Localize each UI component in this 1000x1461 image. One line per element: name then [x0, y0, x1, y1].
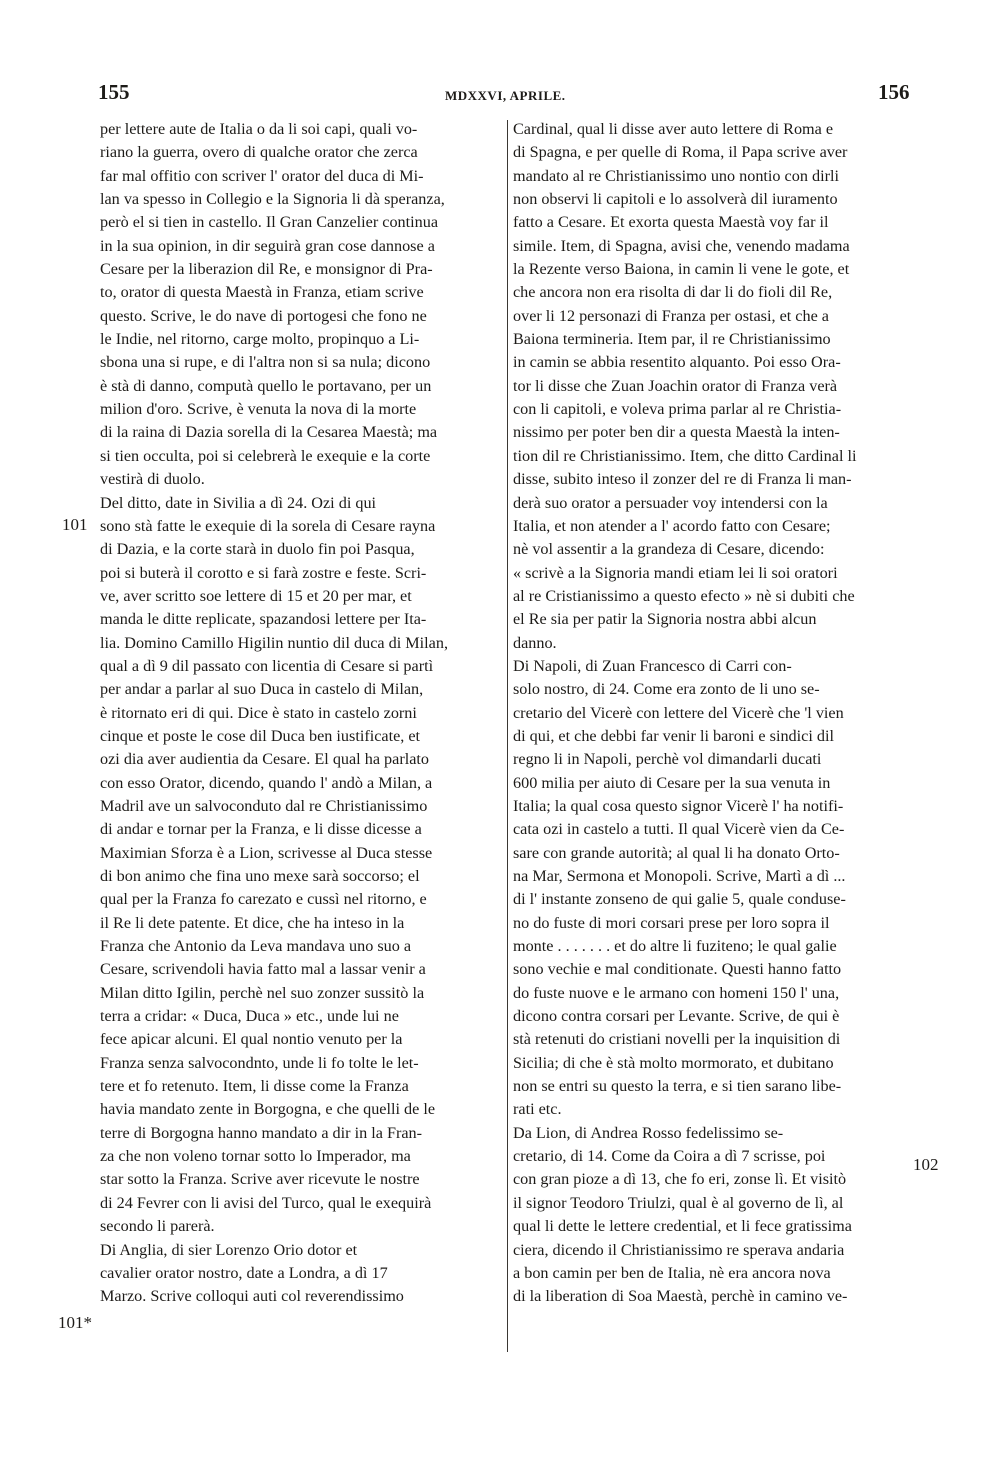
text-line: poi si buterà il corotto e si farà zostre e feste. Scri- — [100, 563, 427, 582]
left-text-column — [100, 118, 502, 1309]
text-line: a bon camin per ben de Italia, nè era ancora nova — [513, 1263, 831, 1282]
text-line: non observi li capitoli e lo assolverà dil iuramento — [513, 190, 838, 209]
text-line: non se entri su questo la terra, e si tien sarano libe- — [513, 1077, 842, 1096]
text-line: ozi dia aver audientia da Cesare. El qual ha parlato — [100, 750, 429, 769]
text-line: però el si tien in castello. Il Gran Canzelier continua — [100, 213, 439, 232]
text-line: Cesare, scrivendoli havia fatto mal a lassar venir a — [100, 960, 426, 979]
text-line: di 24 Fevrer con li avisi del Turco, qual le exequirà — [100, 1193, 432, 1212]
text-line: manda le ditte replicate, spazandosi lettere per Ita- — [100, 610, 427, 629]
text-line: Milan ditto Igilin, perchè nel suo zonzer sussitò la — [100, 983, 425, 1002]
text-line: le Indie, nel ritorno, carge molto, propinquo a Li- — [100, 330, 420, 349]
text-line: star sotto la Franza. Scrive aver ricevute le nostre — [100, 1170, 420, 1189]
text-line: Baiona termineria. Item par, il re Christianissimo — [513, 330, 831, 349]
text-line: ciera, dicendo il Christianissimo re sperava andaria — [513, 1240, 845, 1259]
text-line: Cesare per la liberazion dil Re, e monsignor di Pra- — [100, 260, 433, 279]
text-line: il Re li dete patente. Et dice, che ha inteso in la — [100, 913, 405, 932]
text-line: qual a dì 9 dil passato con licentia di Cesare si partì — [100, 656, 434, 675]
text-line: do fuste nuove e le armano con homeni 150 l' una, — [513, 983, 840, 1002]
text-line: simile. Item, di Spagna, avisi che, venendo madama — [513, 236, 850, 255]
text-line: 600 milia per aiuto di Cesare per la sua venuta in — [513, 773, 831, 792]
text-line: vestirà di duolo. — [100, 470, 205, 489]
text-line: Sicilia; di che è stà molto mormorato, et dubitano — [513, 1053, 834, 1072]
text-line: secondo li parerà. — [100, 1217, 215, 1236]
text-line: è ritornato eri di qui. Dice è stato in castelo zorni — [100, 703, 417, 722]
text-line: danno. — [513, 633, 557, 652]
text-line: che ancora non era risolta di dar li do fioli dil Re, — [513, 283, 833, 302]
text-line: tere et fo retenuto. Item, li disse come la Franza — [100, 1077, 409, 1096]
text-line: fatto a Cesare. Et exorta questa Maestà voy far il — [513, 213, 829, 232]
text-line: el Re sia per patir la Signoria nostra abbi alcun — [513, 610, 817, 629]
text-line: terre di Borgogna hanno mandato a dir in la Fran- — [100, 1123, 423, 1142]
text-line: milion d'oro. Scrive, è venuta la nova di la morte — [100, 400, 417, 419]
text-line: di Dazia, e la corte starà in duolo fin poi Pasqua, — [100, 540, 415, 559]
text-line: con li capitoli, e voleva prima parlar al re Christia- — [513, 400, 842, 419]
text-line: over li 12 personazi di Franza per ostasi, et che a — [513, 306, 829, 325]
text-line: la Rezente verso Baiona, in camin li vene le gote, et — [513, 260, 850, 279]
text-line: cavalier orator nostro, date a Londra, a dì 17 — [100, 1263, 388, 1282]
text-line: far mal offitio con scriver l' orator del duca di Mi- — [100, 166, 424, 185]
text-line: ve, aver scritto soe lettere di 15 et 20 per mar, et — [100, 586, 412, 605]
text-line: mandato al re Christianissimo uno nontio con dirli — [513, 166, 839, 185]
text-line: cinque et poste le cose dil Duca ben iustificate, et — [100, 726, 421, 745]
text-line: di la raina di Dazia sorella di la Cesarea Maestà; ma — [100, 423, 438, 442]
text-line: sono vechie e mal conditionate. Questi hanno fatto — [513, 960, 842, 979]
text-line: Del ditto, date in Sivilia a dì 24. Ozi di qui — [100, 493, 377, 512]
text-line: « scrivè a la Signoria mandi etiam lei li soi oratori — [513, 563, 838, 582]
page-number-left: 155 — [98, 80, 130, 104]
text-line: con esso Orator, dicendo, quando l' andò a Milan, a — [100, 773, 433, 792]
text-line: di bon animo che fina uno mexe sarà soccorso; el — [100, 867, 420, 885]
text-line: il signor Teodoro Triulzi, qual è al governo de lì, al — [513, 1193, 844, 1212]
text-line: di qui, et che debbi far venir li baroni e sindici dil — [513, 726, 834, 745]
page-number-right: 156 — [878, 80, 910, 104]
text-line: na Mar, Sermona et Monopoli. Scrive, Martì a dì ... — [513, 867, 846, 885]
text-line: si tien occulta, poi si celebrerà le exequie e la corte — [100, 446, 431, 465]
margin-number: 101* — [58, 1313, 92, 1332]
right-text-column — [513, 118, 909, 1309]
text-line: Franza senza salvocondnto, unde li fo tolte le let- — [100, 1053, 419, 1072]
text-line: per lettere aute de Italia o da li soi capi, quali vo- — [100, 120, 418, 138]
text-line: terra a cridar: « Duca, Duca » etc., unde lui ne — [100, 1007, 399, 1026]
text-line: Maximian Sforza è a Lion, scrivesse al Duca stesse — [100, 843, 433, 862]
text-line: Cardinal, qual li disse aver auto lettere di Roma e — [513, 120, 834, 138]
text-line: qual per la Franza fo carezato e cussì nel ritorno, e — [100, 890, 427, 909]
text-line: riano la guerra, overo di qualche orator che zerca — [100, 143, 418, 162]
text-line: za che non voleno tornar sotto lo Imperador, ma — [100, 1147, 411, 1166]
column-divider — [507, 120, 508, 1352]
text-line: Italia; la qual cosa questo signor Vicerè l' ha notifi- — [513, 796, 844, 815]
text-line: di la liberation di Soa Maestà, perchè in camino ve- — [513, 1287, 848, 1306]
text-line: per andar a parlar al suo Duca in castelo di Milan, — [100, 680, 424, 699]
text-line: lan va spesso in Collegio e la Signoria li dà speranza, — [100, 190, 445, 209]
margin-number: 101 — [62, 515, 88, 534]
text-line: di andar e tornar per la Franza, e li disse dicesse a — [100, 820, 422, 839]
running-title: MDXXVI, APRILE. — [445, 88, 566, 103]
text-line: cretario, di 14. Come da Coira a dì 7 scrisse, poi — [513, 1147, 826, 1166]
text-line: qual li dette le lettere credential, et li fece gratissima — [513, 1217, 852, 1236]
text-line: di Spagna, e per quelle di Roma, il Papa scrive aver — [513, 143, 848, 162]
text-line: nissimo per poter ben dir a questa Maestà la inten- — [513, 423, 840, 442]
margin-number: 102 — [913, 1155, 939, 1174]
text-line: questo. Scrive, le do nave di portogesi che fono ne — [100, 306, 427, 325]
text-line: sare con grande autorità; al qual li ha donato Orto- — [513, 843, 840, 862]
text-line: disse, subito inteso il zonzer del re di Franza li man- — [513, 470, 852, 489]
text-line: Madril ave un salvoconduto dal re Christianissimo — [100, 796, 428, 815]
text-line: Di Anglia, di sier Lorenzo Orio dotor et — [100, 1240, 358, 1259]
text-line: in la sua opinion, in dir seguirà gran cose dannose a — [100, 236, 435, 255]
text-line: con gran pioze a dì 13, che fo eri, zonse lì. Et visitò — [513, 1170, 847, 1189]
text-line: Italia, et non atender a l' acordo fatto con Cesare; — [513, 516, 831, 535]
text-line: regno li in Napoli, perchè vol dimandarli ducati — [513, 750, 822, 769]
text-line: derà suo orator a persuader voy intendersi con la — [513, 493, 828, 512]
text-line: al re Cristianissimo a questo efecto » nè si dubiti che — [513, 586, 855, 605]
text-line: Da Lion, di Andrea Rosso fedelissimo se- — [513, 1123, 784, 1142]
text-line: no do fuste di mori corsari prese per loro sopra il — [513, 913, 830, 932]
text-line: monte . . . . . . . et do altre li fuziteno; le qual galie — [513, 937, 837, 956]
text-line: Franza che Antonio da Leva mandava uno suo a — [100, 937, 412, 956]
text-line: dicono contra corsari per Levante. Scrive, de qui è — [513, 1007, 840, 1026]
text-line: rati etc. — [513, 1100, 562, 1119]
text-line: stà retenuti do cristiani novelli per la inquisition di — [513, 1030, 841, 1049]
text-line: fece apicar alcuni. El qual nontio venuto per la — [100, 1030, 403, 1049]
text-line: havia mandato zente in Borgogna, e che quelli de le — [100, 1100, 436, 1119]
text-line: to, orator di questa Maestà in Franza, etiam scrive — [100, 283, 424, 302]
text-line: Di Napoli, di Zuan Francesco di Carri con- — [513, 656, 792, 675]
text-line: solo nostro, di 24. Come era zonto de li uno se- — [513, 680, 820, 699]
text-line: tor li disse che Zuan Joachin orator di Franza verà — [513, 376, 838, 395]
text-line: in camin se abbia resentito alquanto. Poi esso Ora- — [513, 353, 841, 372]
text-line: cretario del Vicerè con lettere del Vicerè che 'l vien — [513, 703, 844, 722]
text-line: è stà di danno, computà quello le portavano, per un — [100, 376, 432, 395]
text-line: Marzo. Scrive colloqui auti col reverendissimo — [100, 1287, 404, 1306]
text-line: lia. Domino Camillo Higilin nuntio dil duca di Milan, — [100, 633, 449, 652]
text-line: di l' instante zonseno de qui galie 5, quale conduse- — [513, 890, 846, 909]
text-line: sono stà fatte le exequie di la sorela di Cesare rayna — [100, 516, 436, 535]
text-line: tion dil re Christianissimo. Item, che ditto Cardinal li — [513, 446, 857, 465]
text-line: nè vol assentir a la grandeza di Cesare, dicendo: — [513, 540, 825, 559]
text-line: cata ozi in castelo a tutti. Il qual Vicerè vien da Ce- — [513, 820, 845, 839]
text-line: sbona una si rupe, e di l'altra non si sa nula; dicono — [100, 353, 431, 372]
